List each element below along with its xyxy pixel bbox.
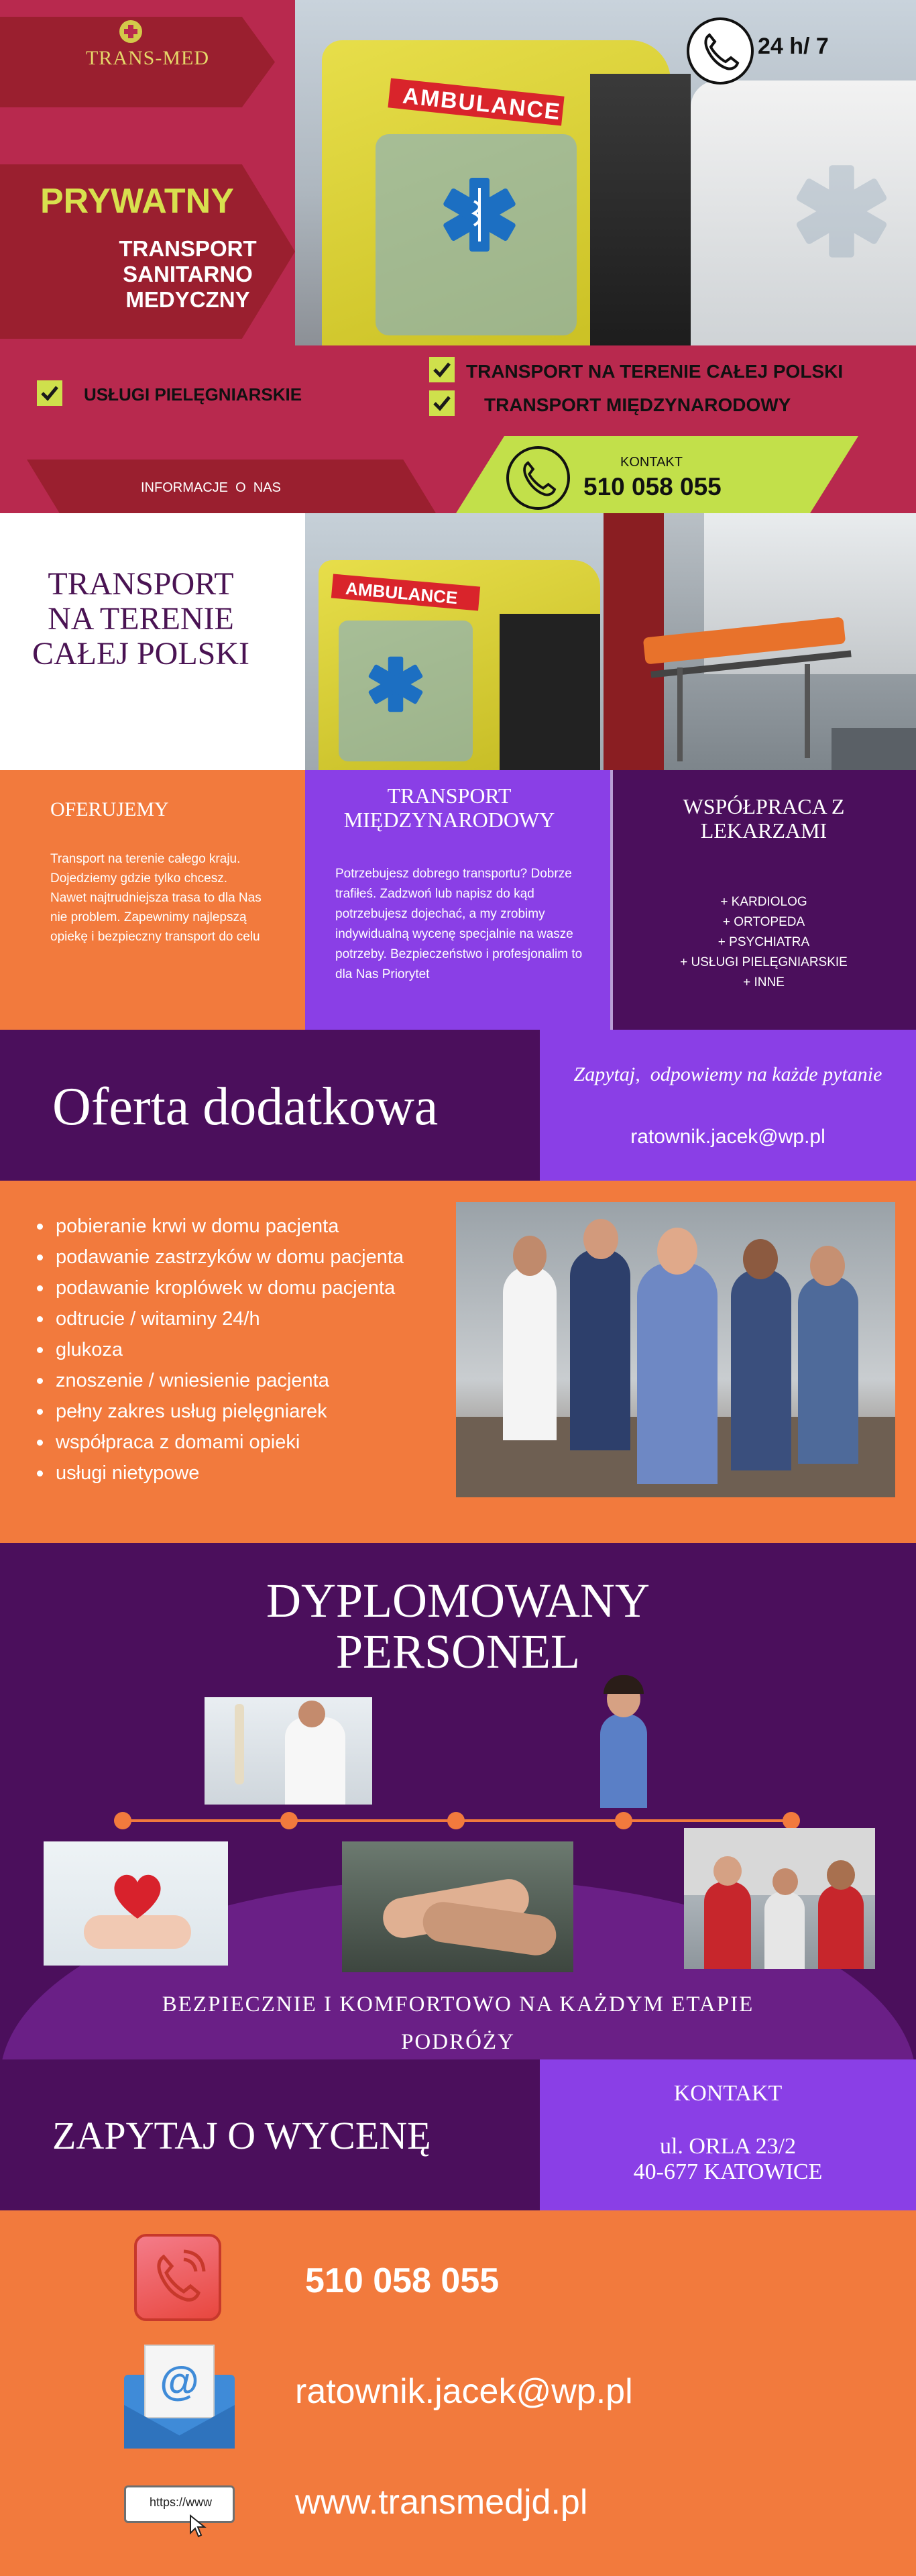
subheadline: TRANSPORT SANITARNO MEDYCZNY [119,236,257,312]
logo-text[interactable]: TRANS-MED [85,47,209,69]
staff-tagline: BEZPIECZNIE I KOMFORTOWO NA KAŻDYM ETAPIE PODRÓŻY [162,1992,754,2054]
offer-item: podawanie zastrzyków w domu pacjenta [37,1246,466,1268]
check-international [429,389,916,419]
offer-item: podawanie kroplówek w domu pacjenta [37,1277,466,1299]
column-doctors [610,770,916,1030]
quote-address-1: ul. ORLA 23/2 [659,2134,797,2159]
ambulance-photo-small [305,513,604,770]
doctor-spine-photo [205,1697,372,1805]
timeline-dot [280,1812,298,1829]
nurse-photo [583,1674,664,1808]
column-title: TRANSPORT MIĘDZYNARODOWY [343,784,555,832]
check-label: TRANSPORT MIĘDZYNARODOWY [484,394,791,415]
footer-email[interactable]: ratownik.jacek@wp.pl [295,2372,633,2411]
check-label: USŁUGI PIELĘGNIARSKIE [84,384,302,405]
offer-item: znoszenie / wniesienie pacjenta [37,1370,466,1391]
offer-ask: Zapytaj, odpowiemy na każde pytanie [573,1063,882,1085]
columns-section [0,770,916,1030]
check-label: TRANSPORT NA TERENIE CAŁEJ POLSKI [466,361,844,382]
quote-section [0,2059,916,2210]
column-offer [0,770,305,1030]
heart-icon [107,1865,168,1925]
doctor-item: + USŁUGI PIELĘGNIARSKIE [680,955,848,969]
poland-title: TRANSPORT NA TERENIE CAŁEJ POLSKI [32,566,250,672]
check-nursing [37,379,439,409]
checkbox-icon [37,380,62,406]
doctor-item: + KARDIOLOG [720,895,807,909]
medical-team-photo [456,1202,895,1497]
quote-address-2: 40-677 KATOWICE [633,2159,823,2184]
offer-item: usługi nietypowe [37,1462,466,1484]
star-of-life-icon [439,174,520,255]
offer-header [0,1030,916,1181]
doctor-item: + PSYCHIATRA [718,935,810,949]
star-of-life-icon [365,654,426,714]
cursor-icon [188,2514,208,2538]
timeline-dot [447,1812,465,1829]
doctor-item: + INNE [743,975,785,989]
hero-section [0,0,916,513]
column-title: WSPÓŁPRACA Z LEKARZAMI [683,794,845,843]
footer-section [0,2210,916,2576]
phone-circle-icon [506,446,570,510]
column-body: Potrzebujesz dobrego transportu? Dobrze trafiłeś. Zadzwoń lub napisz do kąd potrzebujesz dojechać, a my zrobimy indywidualną wycenę specjalnie na wasze potrzeby. Bezpieczeństwo i profesjonalim to dla Nas Priorytet [335,867,583,981]
offer-email[interactable]: ratownik.jacek@wp.pl [630,1126,825,1148]
info-link[interactable]: INFORMACJE O NAS [141,480,281,495]
offer-title: Oferta dodatkowa [52,1077,439,1136]
contact-label: KONTAKT [620,455,683,470]
column-body: Transport na terenie całego kraju. Dojedziemy gdzie tylko chcesz. Nawet najtrudniejsza trasa to dla Nas nie problem. Zapewnimy najlepszą opiekę i bezpieczny transport do celu [50,852,262,944]
headline: PRYWATNY [40,182,234,221]
doctor-list [653,892,874,993]
column-international [305,770,610,1030]
staff-section [0,1543,916,2059]
doctor-item: + ORTOPEDA [722,915,805,929]
heart-hands-photo [44,1841,228,1966]
quote-contact-label: KONTAKT [673,2081,783,2106]
quote-title[interactable]: ZAPYTAJ O WYCENĘ [52,2114,431,2157]
offer-item: pobieranie krwi w domu pacjenta [37,1216,466,1237]
phone-circle-icon [687,17,754,85]
offer-item: współpraca z domami opieki [37,1432,466,1453]
staff-title: DYPLOMOWANY PERSONEL [266,1574,650,1678]
phone-app-icon[interactable] [134,2234,221,2321]
offer-list [37,1216,466,1493]
browser-url-icon[interactable] [124,2482,235,2542]
check-poland [429,356,916,385]
offer-item: glukoza [37,1339,466,1360]
timeline-dot [114,1812,131,1829]
footer-phone[interactable]: 510 058 055 [305,2261,500,2300]
offer-item: odtrucie / witaminy 24/h [37,1308,466,1330]
offer-item: pełny zakres usług pielęgniarek [37,1401,466,1422]
medical-cross-icon [119,20,142,43]
email-icon[interactable] [124,2345,235,2449]
poland-section [0,513,916,770]
url-bar-text: https://www [150,2496,213,2509]
timeline-dot [783,1812,800,1829]
column-title: OFERUJEMY [50,798,169,820]
ambulance-sign: AMBULANCE [401,83,563,125]
stretcher-photo [604,513,916,770]
checkbox-icon [429,357,455,382]
contact-phone[interactable]: 510 058 055 [583,473,722,500]
care-hands-photo [342,1841,573,1972]
ambulance-sign: AMBULANCE [345,578,459,608]
footer-website[interactable]: www.transmedjd.pl [295,2483,588,2522]
star-of-life-faded-icon [791,161,892,262]
email-at-glyph: @ [160,2359,199,2404]
paramedics-photo [684,1828,875,1969]
offer-list-section [0,1181,916,1543]
checkbox-icon [429,390,455,416]
hours-label: 24 h/ 7 [758,34,829,59]
timeline-dot [615,1812,632,1829]
